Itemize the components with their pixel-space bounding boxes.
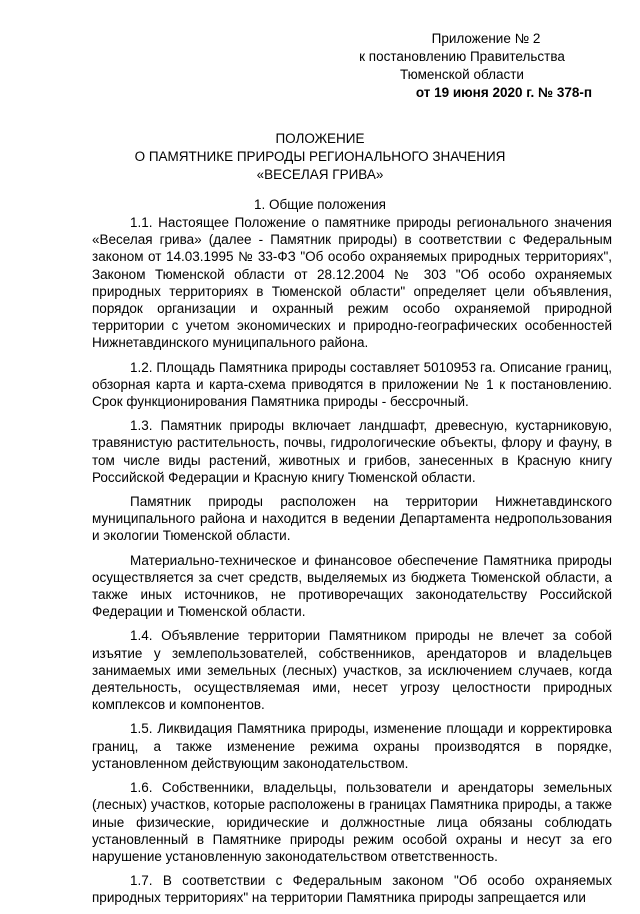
paragraph-1-6: 1.6. Собственники, владельцы, пользователи и арендаторы земельных (лесных) участков, которые расположены в границах Памятника природы, а также иные физические, юридические и должностные лица обязаны соблюдать установленный в Памятнике природы режим особой охраны и несут за его нарушение установленную законодательством ответственность.: [92, 780, 612, 864]
appendix-number: Приложение № 2: [431, 31, 541, 46]
paragraph-1-7: 1.7. В соответствии с Федеральным законом "Об особо охраняемых природных территориях" на территории Памятника природы запрещается или: [92, 873, 612, 906]
section-heading: 1. Общие положения: [254, 197, 386, 212]
paragraph-1-3: 1.3. Памятник природы включает ландшафт, древесную, кустарниковую, травянистую растительность, почвы, гидрологические объекты, флору и фауну, в том числе виды растений, животных и грибов, занесенных в Красную книгу Российской Федерации и Красную книгу Тюменской области.: [92, 418, 612, 485]
appendix-decree-line: к постановлению Правительства: [359, 49, 565, 64]
document-body: [92, 214, 612, 914]
appendix-header: [332, 30, 592, 102]
paragraph-1-4: 1.4. Объявление территории Памятником природы не влечет за собой изъятие у землепользователей, собственников, арендаторов и владельцев занимаемых ими земельных (лесных) участков, за исключением случаев, когда деятельность, осуществляемая ими, несет угрозу целостности природных комплексов и компонентов.: [92, 628, 612, 713]
title-line-2: О ПАМЯТНИКЕ ПРИРОДЫ РЕГИОНАЛЬНОГО ЗНАЧЕНИЯ: [134, 149, 506, 164]
paragraph-location: Памятник природы расположен на территории Нижнетавдинского муниципального района и находится в ведении Департамента недропользования и экологии Тюменской области.: [92, 494, 612, 544]
paragraph-1-2: 1.2. Площадь Памятника природы составляет 5010953 га. Описание границ, обзорная карта и карта-схема приводятся в приложении № 1 к постановлению. Срок функционирования Памятника природы - бессрочный.: [92, 359, 612, 410]
paragraph-funding: Материально-техническое и финансовое обеспечение Памятника природы осуществляется за счет средств, выделяемых из бюджета Тюменской области, а также иных источников, не противоречащих законодательству Российской Федерации и Тюменской области.: [92, 552, 612, 620]
paragraph-1-5: 1.5. Ликвидация Памятника природы, изменение площади и корректировка границ, а также изменение режима охраны производятся в порядке, установленном действующим законодательством.: [92, 721, 612, 771]
paragraph-1-1: 1.1. Настоящее Положение о памятнике природы регионального значения «Веселая грива» (далее - Памятник природы) в соответствии с Федеральным законом от 14.03.1995 № 33-ФЗ "Об особо охраняемых природных территориях", Законом Тюменской области от 28.12.2004 № 303 "Об особо охраняемых природных территориях в Тюменской области" определяет цели объявления, порядок организации и охранный режим особо охраняемой природной территории с учетом экономических и природно-географических особенностей Нижнетавдинского муниципального района.: [92, 215, 612, 351]
title-line-1: ПОЛОЖЕНИЕ: [275, 131, 365, 146]
appendix-region-line: Тюменской области: [400, 67, 524, 82]
appendix-date-number: от 19 июня 2020 г. № 378-п: [415, 85, 592, 100]
title-line-3: «ВЕСЕЛАЯ ГРИВА»: [256, 167, 384, 182]
document-title: [60, 130, 580, 184]
